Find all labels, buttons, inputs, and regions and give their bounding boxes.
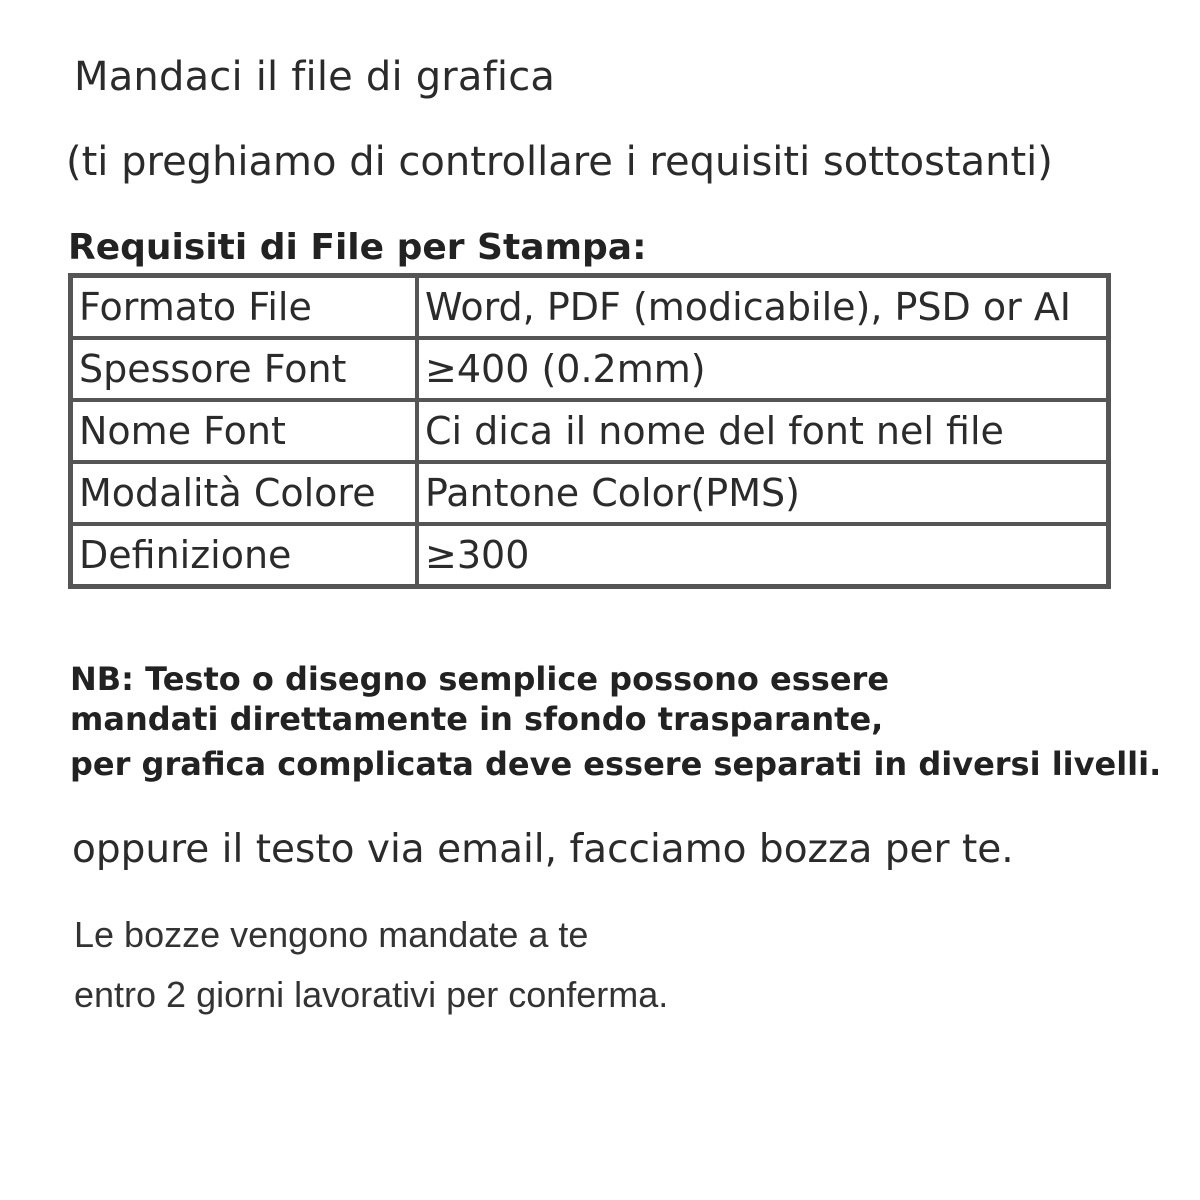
- alternative-text: oppure il testo via email, facciamo bozza per te.: [72, 827, 1014, 872]
- table-row: [71, 338, 1108, 400]
- table-row: [71, 462, 1108, 524]
- page-title: Mandaci il file di grafica: [74, 54, 556, 100]
- row-value: Pantone Color(PMS): [417, 462, 1108, 524]
- row-label: Spessore Font: [71, 338, 417, 400]
- table-row: [71, 276, 1108, 338]
- page-subtitle: (ti preghiamo di controllare i requisiti sottostanti): [66, 139, 1053, 185]
- note-line-3: per grafica complicata deve essere separati in diversi livelli.: [70, 745, 1162, 783]
- row-label: Modalità Colore: [71, 462, 417, 524]
- requirements-title: Requisiti di File per Stampa:: [68, 227, 647, 268]
- row-value: Word, PDF (modicabile), PSD or AI: [417, 276, 1108, 338]
- note-line-2: mandati direttamente in sfondo trasparante,: [70, 700, 884, 738]
- row-value: ≥400 (0.2mm): [417, 338, 1108, 400]
- drafts-line-1: Le bozze vengono mandate a te: [74, 914, 589, 955]
- row-label: Definizione: [71, 524, 417, 586]
- note-line-1: NB: Testo o disegno semplice possono essere: [70, 660, 890, 698]
- row-value: ≥300: [417, 524, 1108, 586]
- table-row: [71, 400, 1108, 462]
- drafts-line-2: entro 2 giorni lavorativi per conferma.: [74, 974, 669, 1015]
- requirements-table: [68, 273, 1111, 589]
- table-row: [71, 524, 1108, 586]
- row-label: Nome Font: [71, 400, 417, 462]
- row-value: Ci dica il nome del font nel file: [417, 400, 1108, 462]
- row-label: Formato File: [71, 276, 417, 338]
